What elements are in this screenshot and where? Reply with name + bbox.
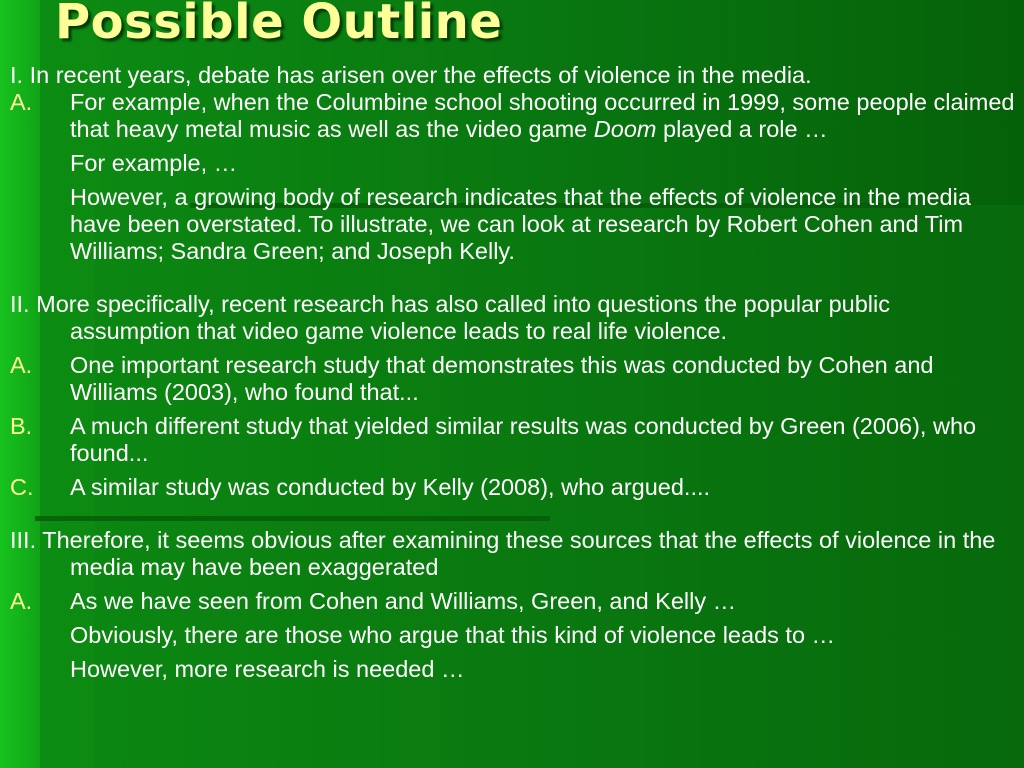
- item-marker: A.: [10, 352, 33, 378]
- section-1-heading: I. In recent years, debate has arisen over the effects of violence in the media.: [10, 62, 812, 88]
- item-marker: C.: [10, 474, 34, 500]
- section-2-item-c: [10, 474, 1015, 501]
- item-marker: A.: [10, 588, 33, 614]
- outline-body: [10, 62, 1015, 683]
- item-text: One important research study that demonstrates this was conducted by Cohen and Williams (2003), who found that...: [70, 352, 934, 405]
- slide-title: Possible Outline: [55, 0, 503, 50]
- section-1-item-a: [10, 89, 1015, 143]
- section-3-item-a: [10, 588, 1015, 615]
- item-text: [70, 89, 1015, 143]
- section-3-sub-1: Obviously, there are those who argue that this kind of violence leads to …: [70, 622, 836, 648]
- item-text: As we have seen from Cohen and Williams, Green, and Kelly …: [70, 588, 737, 614]
- item-text-part: For example, when the Columbine school shooting occurred in 1999, some people claimed that heavy metal music as well as the video game: [70, 89, 1015, 142]
- section-3-heading: III. Therefore, it seems obvious after examining these sources that the effects of violence in the media may have been exaggerated: [10, 527, 996, 580]
- item-text-part: played a role …: [656, 116, 828, 142]
- game-title-emphasis: Doom: [593, 116, 657, 142]
- section-3-sub-2: However, more research is needed …: [70, 656, 465, 682]
- item-marker: A.: [10, 89, 33, 115]
- section-2-item-a: [10, 352, 1015, 406]
- section-2-heading: II. More specifically, recent research has also called into questions the popular public assumption that video game violence leads to real life violence.: [10, 291, 890, 344]
- item-text: A much different study that yielded similar results was conducted by Green (2006), who found...: [70, 413, 977, 466]
- section-2-item-b: [10, 413, 1015, 467]
- item-marker: B.: [10, 413, 33, 439]
- item-text: A similar study was conducted by Kelly (2008), who argued....: [70, 474, 711, 500]
- section-1-sub-2: However, a growing body of research indicates that the effects of violence in the media have been overstated. To illustrate, we can look at research by Robert Cohen and Tim Williams; Sandra Green; and Joseph Kelly.: [70, 184, 971, 264]
- section-1-sub-1: For example, …: [70, 150, 238, 176]
